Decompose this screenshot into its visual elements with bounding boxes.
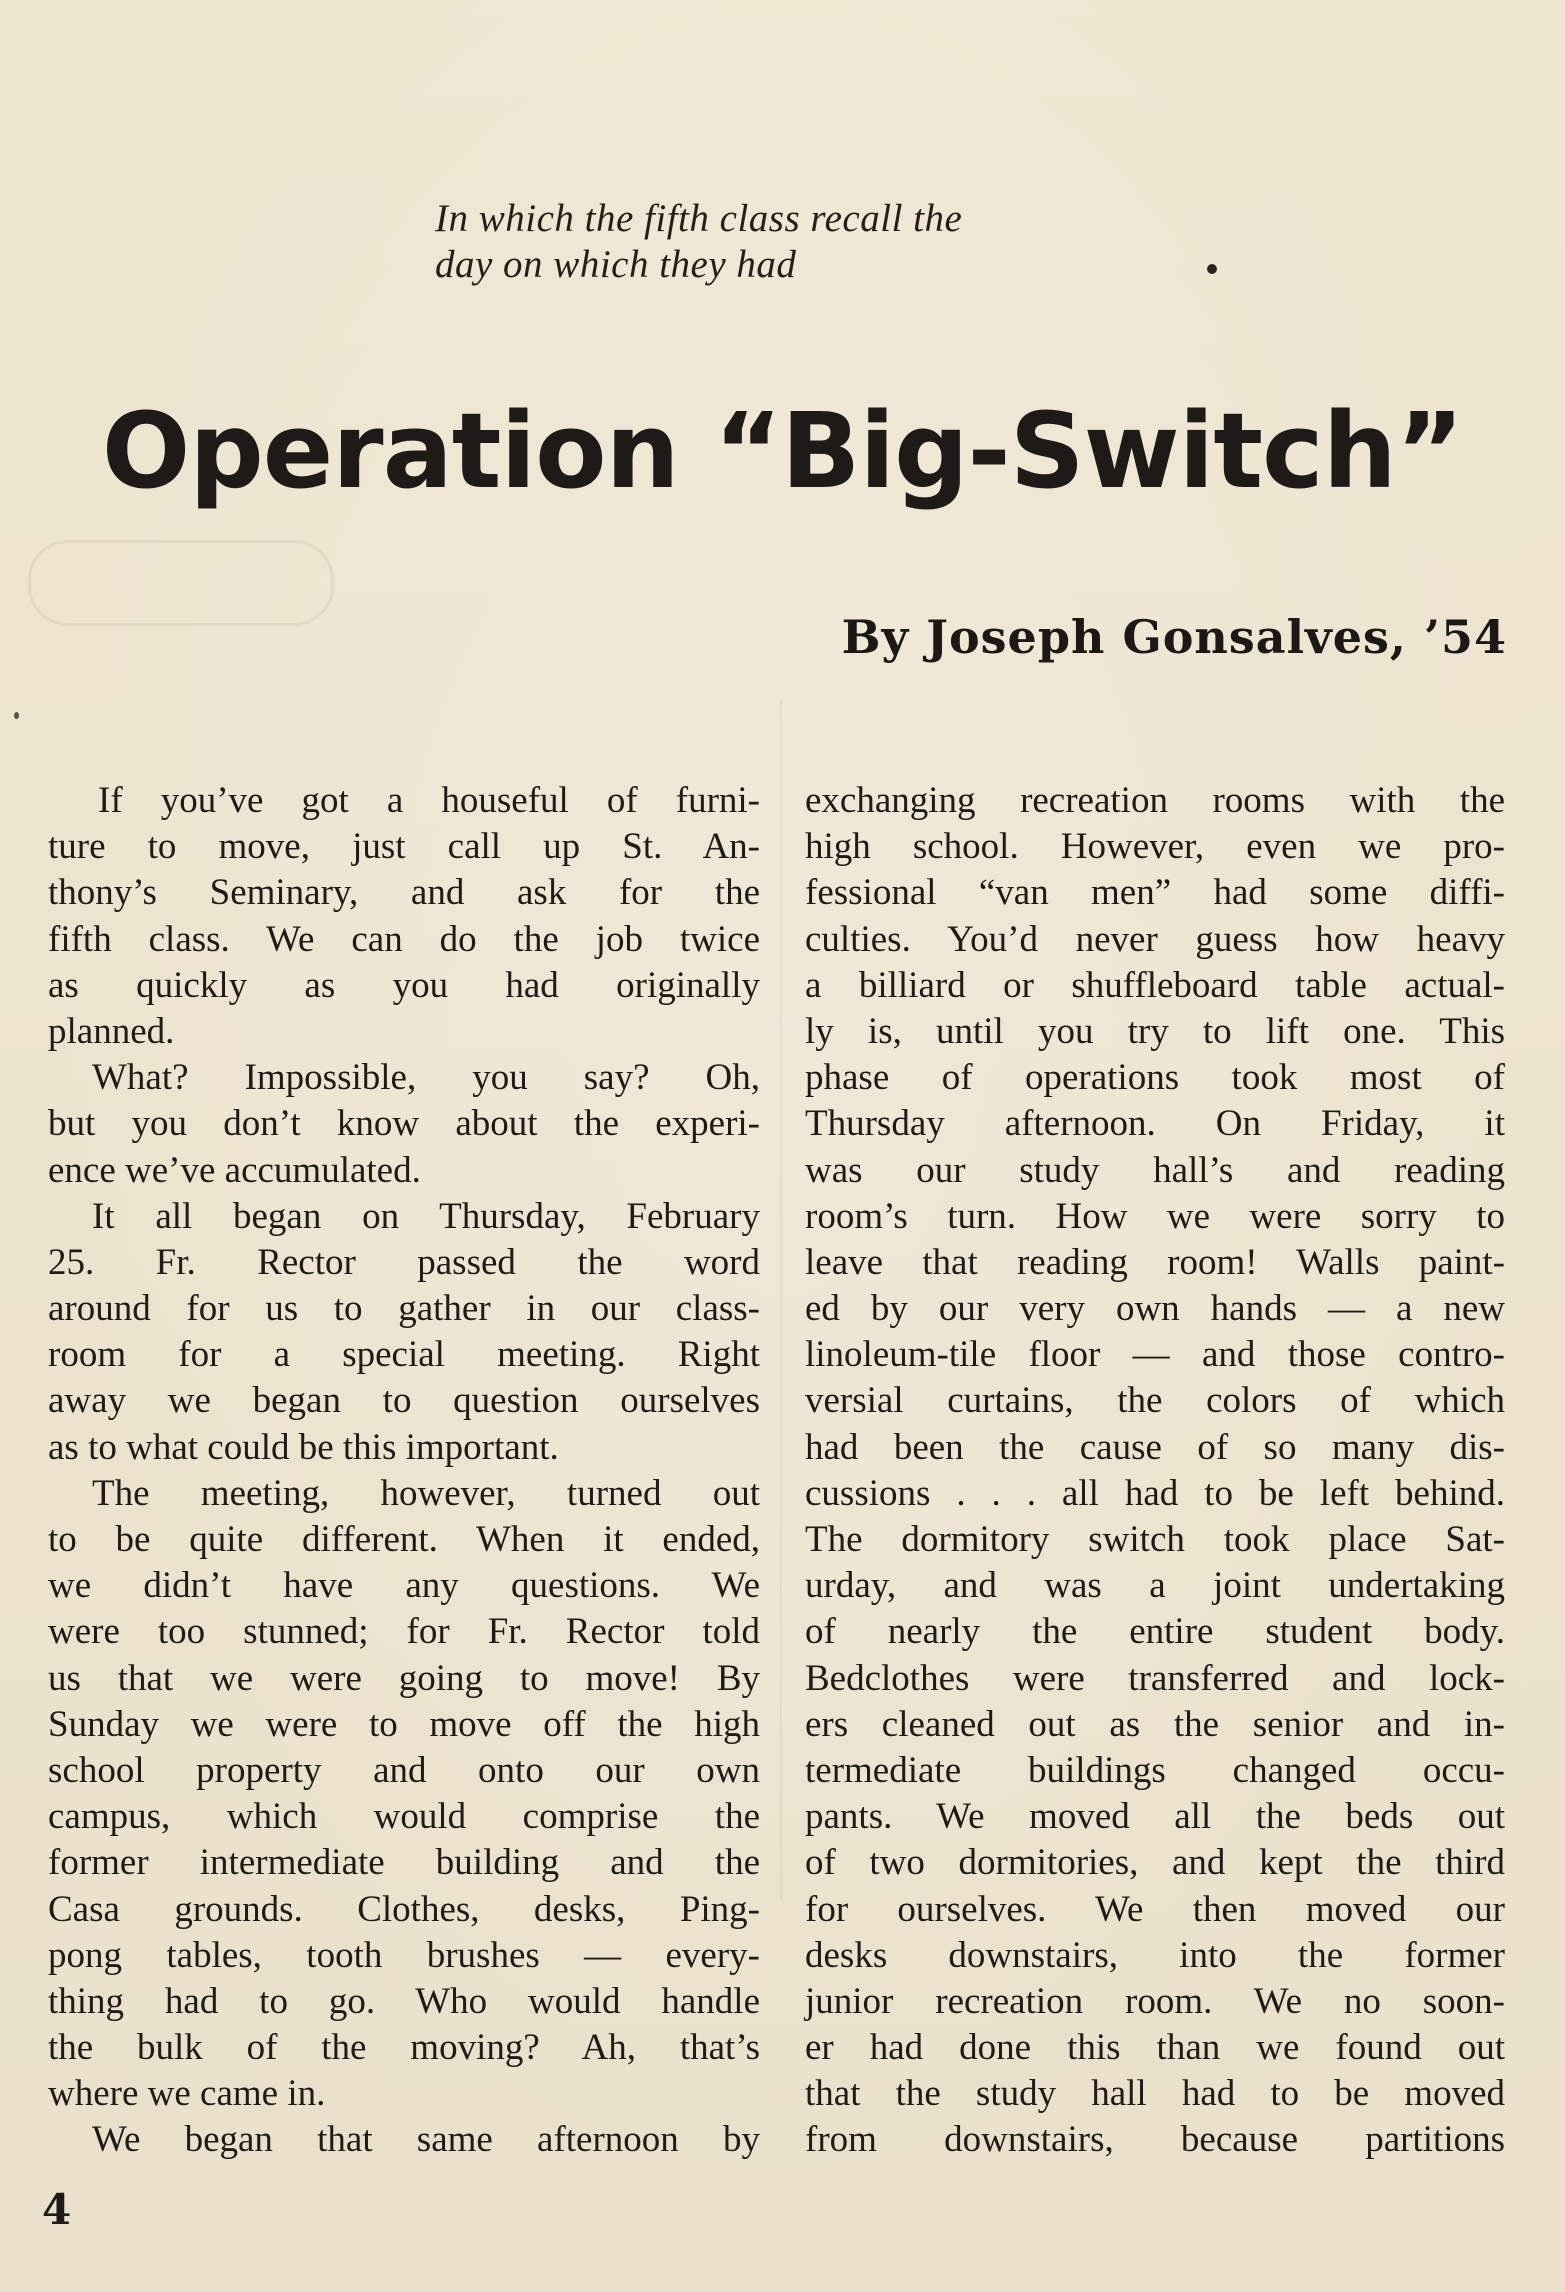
text-line: room for a special meeting. Right <box>48 1334 760 1376</box>
text-line: thony’s Seminary, and ask for the <box>48 872 760 914</box>
bleed-through-rule <box>780 700 782 1900</box>
left-column <box>48 778 760 2164</box>
right-column <box>805 778 1505 2164</box>
intro-line: day on which they had <box>435 243 797 286</box>
text-line: ers cleaned out as the senior and in- <box>805 1703 1505 1745</box>
text-line: where we came in. <box>48 2073 326 2115</box>
text-line: linoleum-tile floor — and those contro- <box>805 1334 1505 1376</box>
bleed-through-box <box>28 540 334 626</box>
text-line: versial curtains, the colors of which <box>805 1380 1505 1422</box>
text-line: fifth class. We can do the job twice <box>48 918 760 960</box>
text-line: exchanging recreation rooms with the <box>805 780 1505 821</box>
text-line: of two dormitories, and kept the third <box>805 1842 1505 1884</box>
text-line: room’s turn. How we were sorry to <box>805 1195 1505 1237</box>
text-line: high school. However, even we pro- <box>805 826 1505 868</box>
text-line: Bedclothes were transferred and lock- <box>805 1657 1505 1699</box>
text-line: of nearly the entire student body. <box>805 1611 1505 1653</box>
text-line: ence we’ve accumulated. <box>48 1149 421 1191</box>
text-line: a billiard or shuffleboard table actual- <box>805 964 1505 1006</box>
text-line: former intermediate building and the <box>48 1842 760 1884</box>
text-line: ed by our very own hands — a new <box>805 1288 1505 1330</box>
text-line: ly is, until you try to lift one. This <box>805 1010 1505 1052</box>
text-line: It all began on Thursday, February <box>92 1195 760 1237</box>
text-line: er had done this than we found out <box>805 2027 1505 2069</box>
text-line: If you’ve got a houseful of furni- <box>98 780 760 821</box>
text-line: fessional “van men” had some diffi- <box>805 872 1505 914</box>
text-line: but you don’t know about the experi- <box>48 1103 760 1145</box>
text-line: as to what could be this important. <box>48 1426 559 1468</box>
text-line: pong tables, tooth brushes — every- <box>48 1934 760 1976</box>
intro-line: In which the fifth class recall the <box>435 197 963 240</box>
article-title: Operation “Big-Switch” <box>101 390 1464 512</box>
text-line: had been the cause of so many dis- <box>805 1426 1505 1468</box>
text-line: leave that reading room! Walls paint- <box>805 1241 1505 1283</box>
text-line: school property and onto our own <box>48 1749 760 1791</box>
page-number: 4 <box>42 2185 72 2234</box>
text-line: desks downstairs, into the former <box>805 1934 1505 1976</box>
text-line: us that we were going to move! By <box>48 1657 760 1699</box>
text-line: cussions . . . all had to be left behind. <box>805 1472 1505 1514</box>
text-line: Casa grounds. Clothes, desks, Ping- <box>48 1888 760 1930</box>
text-line: Thursday afternoon. On Friday, it <box>805 1103 1505 1145</box>
paper-speck <box>14 712 19 719</box>
text-line: junior recreation room. We no soon- <box>805 1980 1505 2022</box>
text-line: were too stunned; for Fr. Rector told <box>48 1611 760 1653</box>
text-line: we didn’t have any questions. We <box>48 1565 760 1607</box>
text-line: termediate buildings changed occu- <box>805 1749 1505 1791</box>
text-line: was our study hall’s and reading <box>805 1149 1505 1191</box>
text-line: culties. You’d never guess how heavy <box>805 918 1505 960</box>
text-line: away we began to question ourselves <box>48 1380 760 1422</box>
text-line: Sunday we were to move off the high <box>48 1703 760 1745</box>
text-line: urday, and was a joint undertaking <box>805 1565 1505 1607</box>
byline: By Joseph Gonsalves, ’54 <box>841 610 1507 664</box>
text-line: the bulk of the moving? Ah, that’s <box>48 2027 760 2069</box>
text-line: ture to move, just call up St. An- <box>48 826 760 868</box>
bullet-dot <box>1207 264 1217 274</box>
text-line: What? Impossible, you say? Oh, <box>92 1057 760 1099</box>
text-line: planned. <box>48 1010 175 1052</box>
text-line: to be quite different. When it ended, <box>48 1519 760 1560</box>
text-line: phase of operations took most of <box>805 1057 1505 1099</box>
text-line: around for us to gather in our class- <box>48 1288 760 1330</box>
text-line: The dormitory switch took place Sat- <box>805 1519 1505 1560</box>
text-line: from downstairs, because partitions <box>805 2119 1505 2161</box>
text-line: We began that same afternoon by <box>92 2119 760 2161</box>
text-line: 25. Fr. Rector passed the word <box>48 1241 760 1283</box>
text-line: pants. We moved all the beds out <box>805 1796 1505 1838</box>
text-line: as quickly as you had originally <box>48 964 760 1006</box>
text-line: that the study hall had to be moved <box>805 2073 1505 2115</box>
text-line: campus, which would comprise the <box>48 1796 760 1838</box>
text-line: thing had to go. Who would handle <box>48 1980 760 2022</box>
intro-deck <box>435 196 1155 288</box>
text-line: for ourselves. We then moved our <box>805 1888 1505 1930</box>
text-line: The meeting, however, turned out <box>92 1472 760 1514</box>
